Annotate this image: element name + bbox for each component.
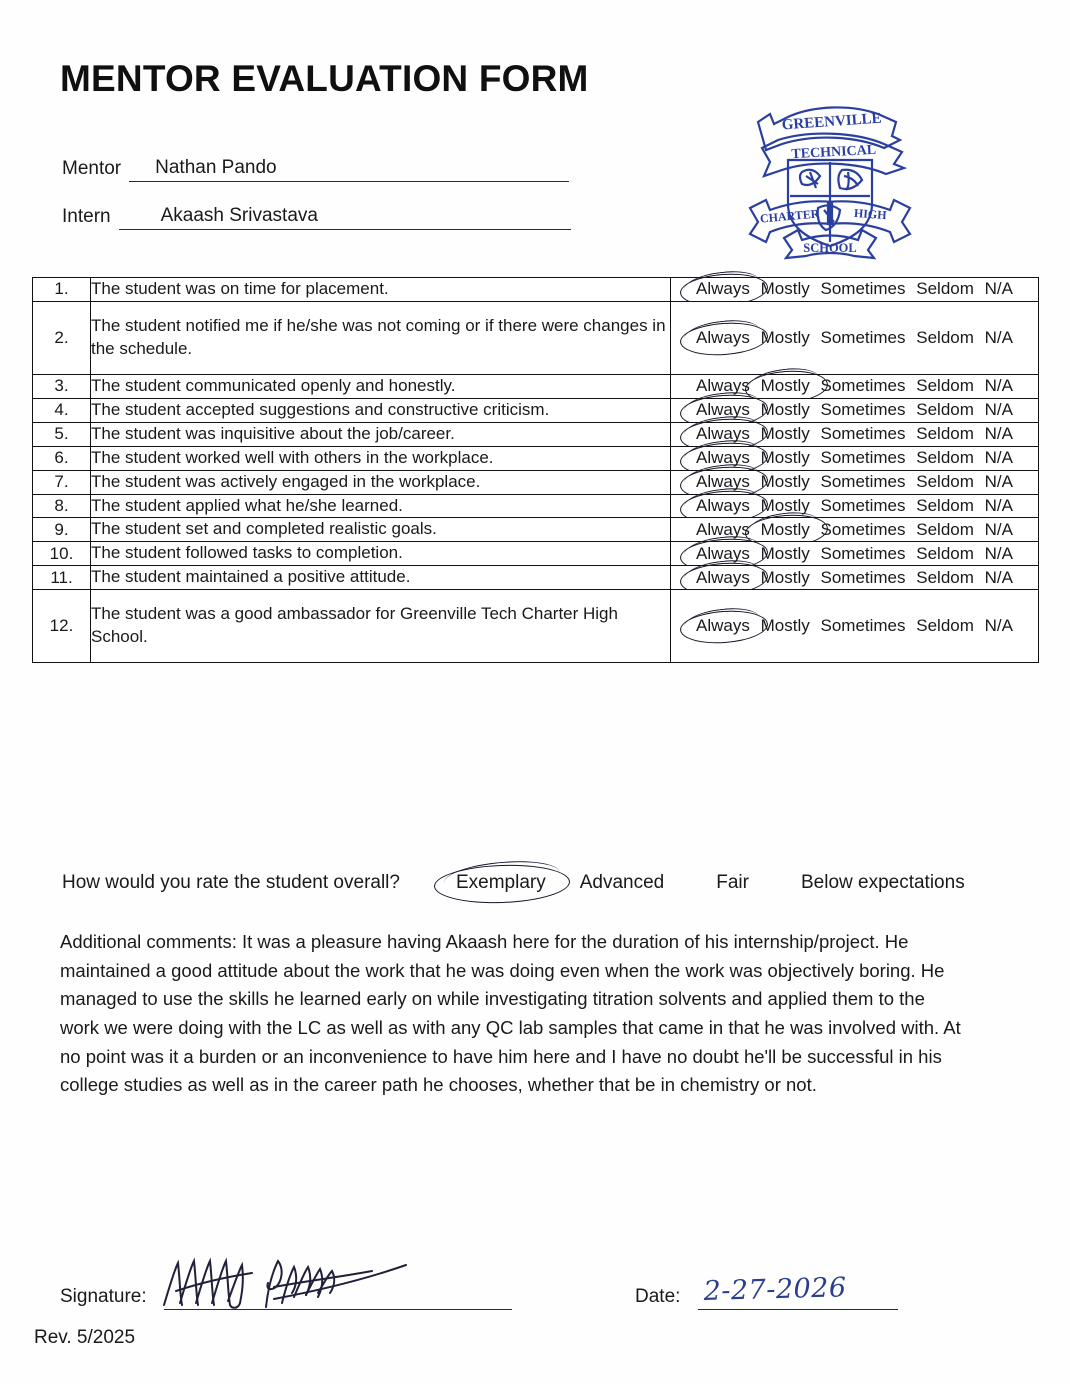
overall-option-exemplary[interactable]: Exemplary bbox=[455, 872, 546, 893]
table-row bbox=[33, 566, 1039, 590]
item-statement: The student accepted suggestions and constructive criticism. bbox=[91, 398, 671, 422]
intern-label: Intern bbox=[62, 206, 111, 227]
rating-option-seldom[interactable]: Seldom bbox=[916, 279, 974, 299]
table-row bbox=[33, 398, 1039, 422]
signature-label: Signature: bbox=[60, 1286, 147, 1307]
rating-option-seldom[interactable]: Seldom bbox=[916, 448, 974, 468]
logo-text-high: HIGH bbox=[853, 205, 888, 223]
rating-option-na[interactable]: N/A bbox=[984, 400, 1013, 420]
rating-option-na[interactable]: N/A bbox=[984, 279, 1013, 299]
rating-option-always[interactable]: Always bbox=[693, 448, 753, 468]
date-label: Date: bbox=[635, 1286, 681, 1307]
rating-option-mostly[interactable]: Mostly bbox=[760, 400, 810, 420]
logo-text-greenville: GREENVILLE bbox=[781, 110, 883, 134]
rating-option-mostly[interactable]: Mostly bbox=[760, 448, 810, 468]
item-rating-options[interactable] bbox=[671, 398, 1039, 422]
item-rating-options[interactable] bbox=[671, 542, 1039, 566]
mentor-input[interactable] bbox=[129, 157, 569, 182]
rating-option-sometimes[interactable]: Sometimes bbox=[820, 327, 906, 347]
item-number: 1. bbox=[33, 278, 91, 302]
table-row bbox=[33, 470, 1039, 494]
item-number: 10. bbox=[33, 542, 91, 566]
rating-option-seldom[interactable]: Seldom bbox=[916, 327, 974, 347]
rating-option-mostly[interactable]: Mostly bbox=[760, 472, 810, 492]
overall-rating-row bbox=[62, 872, 1012, 894]
date-input[interactable] bbox=[698, 1308, 898, 1310]
signature-ink-mark bbox=[156, 1247, 456, 1313]
table-row bbox=[33, 590, 1039, 663]
rating-option-seldom[interactable]: Seldom bbox=[916, 472, 974, 492]
item-statement: The student was a good ambassador for Greenville Tech Charter High School. bbox=[91, 590, 671, 663]
signature-date-row bbox=[60, 1270, 1010, 1310]
item-number: 12. bbox=[33, 590, 91, 663]
rating-option-sometimes[interactable]: Sometimes bbox=[820, 376, 906, 396]
rating-option-seldom[interactable]: Seldom bbox=[916, 495, 974, 515]
intern-value: Akaash Srivastava bbox=[160, 205, 318, 226]
rating-option-sometimes[interactable]: Sometimes bbox=[820, 495, 906, 515]
table-row bbox=[33, 494, 1039, 518]
rating-option-always[interactable]: Always bbox=[693, 279, 753, 299]
item-statement: The student was on time for placement. bbox=[91, 278, 671, 302]
logo-text-school: SCHOOL bbox=[803, 241, 857, 255]
item-rating-options[interactable] bbox=[671, 301, 1039, 374]
rating-option-seldom[interactable]: Seldom bbox=[916, 543, 974, 563]
overall-option-below-expectations[interactable]: Below expectations bbox=[800, 872, 965, 893]
item-statement: The student was actively engaged in the workplace. bbox=[91, 470, 671, 494]
item-statement: The student communicated openly and honestly. bbox=[91, 374, 671, 398]
rating-option-mostly[interactable]: Mostly bbox=[760, 495, 810, 515]
rating-option-always[interactable]: Always bbox=[693, 568, 753, 588]
rating-option-seldom[interactable]: Seldom bbox=[916, 400, 974, 420]
mentor-field-row bbox=[62, 152, 569, 182]
rating-option-na[interactable]: N/A bbox=[984, 327, 1013, 347]
rating-option-na[interactable]: N/A bbox=[984, 543, 1013, 563]
item-number: 6. bbox=[33, 446, 91, 470]
rating-option-always[interactable]: Always bbox=[693, 472, 753, 492]
item-statement: The student set and completed realistic goals. bbox=[91, 518, 671, 542]
rating-option-sometimes[interactable]: Sometimes bbox=[820, 448, 906, 468]
item-number: 7. bbox=[33, 470, 91, 494]
item-number: 8. bbox=[33, 494, 91, 518]
item-number: 2. bbox=[33, 301, 91, 374]
rating-option-seldom[interactable]: Seldom bbox=[916, 424, 974, 444]
rating-option-always[interactable]: Always bbox=[696, 376, 750, 396]
rating-option-always[interactable]: Always bbox=[693, 400, 753, 420]
overall-rating-question: How would you rate the student overall? bbox=[62, 872, 400, 893]
revision-footer: Rev. 5/2025 bbox=[34, 1327, 136, 1348]
signature-input[interactable] bbox=[164, 1308, 512, 1310]
table-row bbox=[33, 422, 1039, 446]
table-row bbox=[33, 446, 1039, 470]
rating-option-sometimes[interactable]: Sometimes bbox=[820, 279, 906, 299]
mentor-value: Nathan Pando bbox=[155, 157, 277, 178]
item-number: 5. bbox=[33, 422, 91, 446]
rating-option-always[interactable]: Always bbox=[693, 496, 753, 516]
item-statement: The student applied what he/she learned. bbox=[91, 494, 671, 518]
rating-option-na[interactable]: N/A bbox=[984, 519, 1013, 539]
page-title: MENTOR EVALUATION FORM bbox=[60, 58, 589, 99]
item-rating-options[interactable] bbox=[671, 494, 1039, 518]
item-statement: The student was inquisitive about the job/career. bbox=[91, 422, 671, 446]
rating-option-mostly[interactable]: Mostly bbox=[760, 616, 810, 636]
rating-option-always[interactable]: Always bbox=[693, 544, 753, 564]
item-rating-options[interactable] bbox=[671, 518, 1039, 542]
rating-option-always[interactable]: Always bbox=[693, 616, 753, 636]
additional-comments-text: It was a pleasure having Akaash here for the duration of his internship/project. He maintained a good attitude about the work that he was doing even when the work was objectively boring. He managed to use the skills he learned early on while investigating titration solvents and applied them to the work we were doing with the LC as well as with any QC lab samples that came in that he was involved with. At no point was it a burden or an inconvenience to have him here and I have no doubt he'll be successful in his college studies as well as in the career path he chooses, whether that be in chemistry or not. bbox=[60, 931, 961, 1096]
evaluation-table bbox=[32, 277, 1039, 663]
additional-comments-label: Additional comments: bbox=[60, 931, 237, 952]
rating-option-sometimes[interactable]: Sometimes bbox=[820, 543, 906, 563]
evaluation-table-body bbox=[33, 278, 1039, 663]
rating-option-always[interactable]: Always bbox=[696, 519, 750, 539]
intern-field-row bbox=[62, 200, 571, 230]
overall-option-advanced[interactable]: Advanced bbox=[579, 872, 665, 893]
rating-option-mostly[interactable]: Mostly bbox=[758, 376, 813, 396]
intern-input[interactable] bbox=[119, 205, 571, 230]
item-rating-options[interactable] bbox=[671, 446, 1039, 470]
table-row bbox=[33, 301, 1039, 374]
school-crest-logo bbox=[744, 92, 916, 262]
item-number: 4. bbox=[33, 398, 91, 422]
rating-option-na[interactable]: N/A bbox=[984, 448, 1013, 468]
rating-option-sometimes[interactable]: Sometimes bbox=[820, 472, 906, 492]
item-statement: The student maintained a positive attitude. bbox=[91, 566, 671, 590]
rating-option-mostly[interactable]: Mostly bbox=[760, 424, 810, 444]
rating-option-mostly[interactable]: Mostly bbox=[758, 520, 813, 540]
item-number: 3. bbox=[33, 374, 91, 398]
rating-option-na[interactable]: N/A bbox=[984, 472, 1013, 492]
table-row bbox=[33, 278, 1039, 302]
rating-option-always[interactable]: Always bbox=[693, 424, 753, 444]
item-rating-options[interactable] bbox=[671, 278, 1039, 302]
rating-option-na[interactable]: N/A bbox=[984, 616, 1013, 636]
rating-option-sometimes[interactable]: Sometimes bbox=[820, 424, 906, 444]
item-number: 9. bbox=[33, 518, 91, 542]
item-rating-options[interactable] bbox=[671, 566, 1039, 590]
rating-option-mostly[interactable]: Mostly bbox=[760, 327, 810, 347]
table-row bbox=[33, 518, 1039, 542]
additional-comments-block bbox=[60, 928, 968, 1100]
table-row bbox=[33, 542, 1039, 566]
item-statement: The student followed tasks to completion. bbox=[91, 542, 671, 566]
rating-option-mostly[interactable]: Mostly bbox=[760, 543, 810, 563]
item-statement: The student worked well with others in the workplace. bbox=[91, 446, 671, 470]
rating-option-na[interactable]: N/A bbox=[984, 424, 1013, 444]
rating-option-na[interactable]: N/A bbox=[984, 567, 1013, 587]
rating-option-seldom[interactable]: Seldom bbox=[916, 519, 974, 539]
rating-option-sometimes[interactable]: Sometimes bbox=[820, 616, 906, 636]
logo-text-charter: CHARTER bbox=[759, 206, 820, 226]
date-value: 2-27-2026 bbox=[703, 1272, 847, 1307]
item-number: 11. bbox=[33, 566, 91, 590]
rating-option-mostly[interactable]: Mostly bbox=[760, 567, 810, 587]
item-rating-options[interactable] bbox=[671, 422, 1039, 446]
item-rating-options[interactable] bbox=[671, 470, 1039, 494]
rating-option-na[interactable]: N/A bbox=[984, 495, 1013, 515]
item-rating-options[interactable] bbox=[671, 374, 1039, 398]
rating-option-always[interactable]: Always bbox=[693, 328, 753, 348]
mentor-label: Mentor bbox=[62, 158, 122, 179]
table-row bbox=[33, 374, 1039, 398]
logo-text-technical: TECHNICAL bbox=[791, 142, 877, 163]
rating-option-sometimes[interactable]: Sometimes bbox=[820, 400, 906, 420]
overall-option-fair[interactable]: Fair bbox=[716, 872, 749, 893]
rating-option-mostly[interactable]: Mostly bbox=[760, 279, 810, 299]
rating-option-sometimes[interactable]: Sometimes bbox=[820, 567, 906, 587]
rating-option-seldom[interactable]: Seldom bbox=[916, 376, 974, 396]
rating-option-seldom[interactable]: Seldom bbox=[916, 567, 974, 587]
rating-option-na[interactable]: N/A bbox=[984, 376, 1013, 396]
item-rating-options[interactable] bbox=[671, 590, 1039, 663]
rating-option-sometimes[interactable]: Sometimes bbox=[820, 519, 906, 539]
item-statement: The student notified me if he/she was not coming or if there were changes in the schedule. bbox=[91, 301, 671, 374]
rating-option-seldom[interactable]: Seldom bbox=[916, 616, 974, 636]
